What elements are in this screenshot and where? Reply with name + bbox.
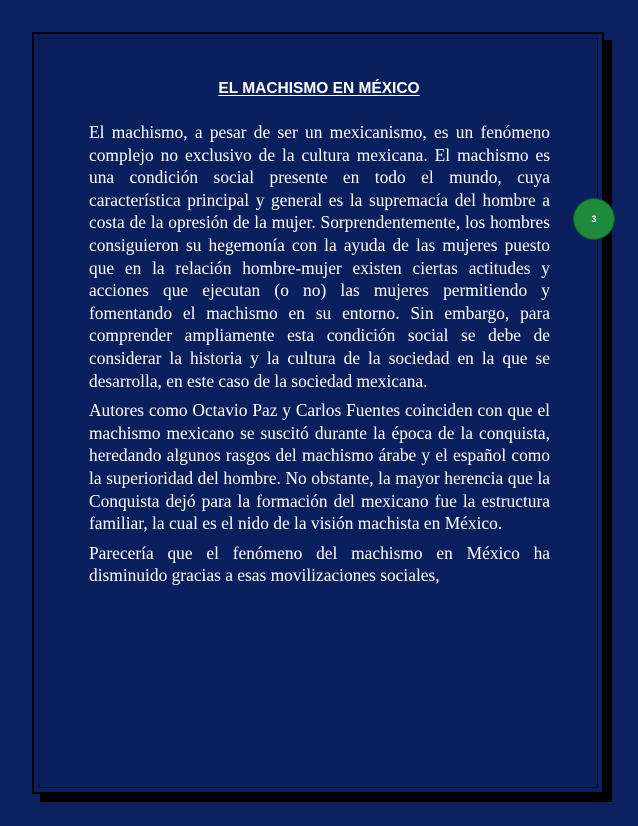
paragraph-3: Parecería que el fenómeno del machismo en México ha disminuido gracias a esas movilizaciones sociales,: [89, 542, 550, 586]
paragraph-1: El machismo, a pesar de ser un mexicanismo, es un fenómeno complejo no exclusivo de la cultura mexicana. El machismo es una condición social presente en todo el mundo, cuya característica principal y general es la supremacía del hombre a costa de la opresión de la mujer. Sorprendentemente, los hombres consiguieron su hegemonía con la ayuda de las mujeres puesto que en la relación hombre-mujer existen ciertas actitudes y acciones que ejecutan (o no) las mujeres permitiendo y fomentando el machismo en su entorno. Sin embargo, para comprender ampliamente esta condición social se debe de considerar la historia y la cultura de la sociedad en la que se desarrolla, en este caso de la sociedad mexicana.: [89, 122, 550, 391]
page-number-badge: 3: [574, 199, 614, 239]
paragraph-2: Autores como Octavio Paz y Carlos Fuentes coinciden con que el machismo mexicano se suscitó durante la época de la conquista, heredando algunos rasgos del machismo árabe y el español como la superioridad del hombre. No obstante, la mayor herencia que la Conquista dejó para la formación del mexicano fue la estructura familiar, la cual es el nido de la visión machista en México.: [89, 400, 550, 534]
page-title: EL MACHISMO EN MÉXICO: [218, 80, 420, 97]
article-body: [89, 121, 550, 594]
